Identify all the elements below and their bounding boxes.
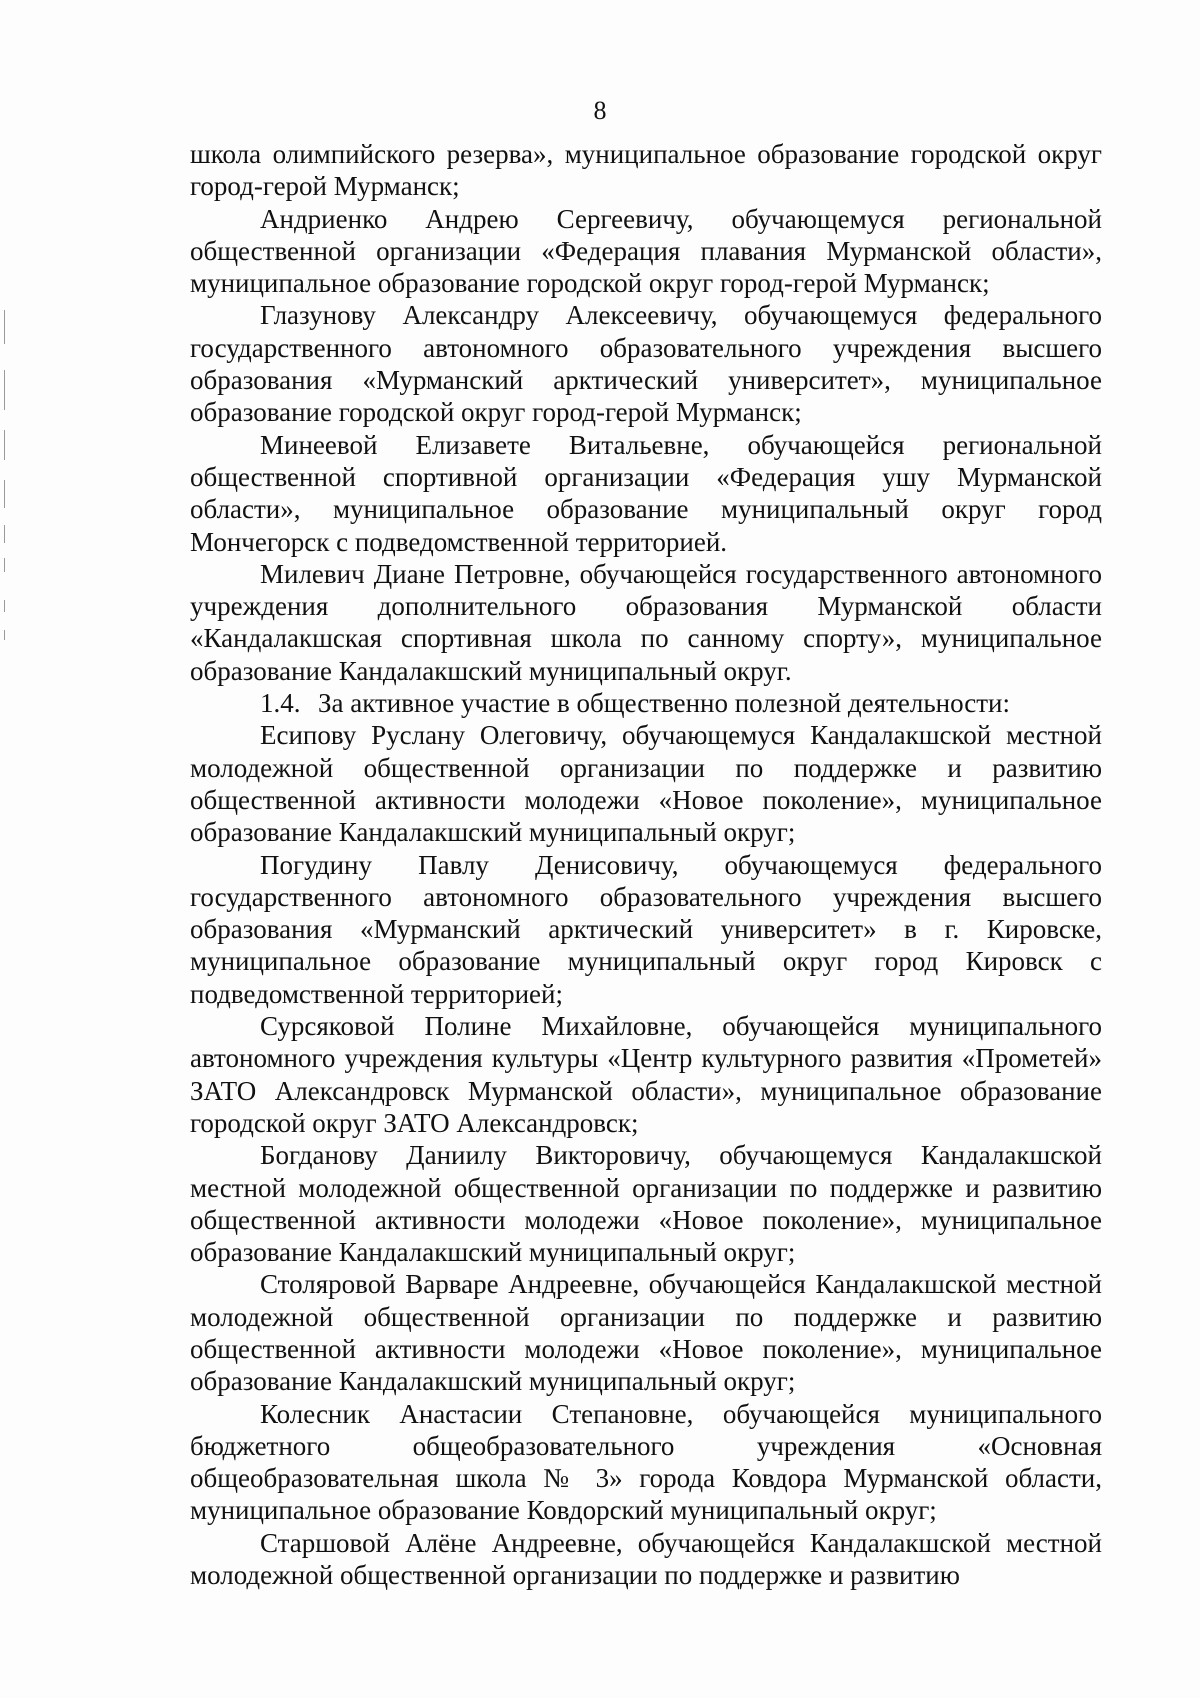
paragraph-mineeva: Минеевой Елизавете Витальевне, обучающейся региональной общественной спортивной организации «Федерация ушу Мурманской области», муниципальное образование муниципальный округ город Мончегорск с подведомственной территорией. xyxy=(190,429,1102,557)
document-text xyxy=(190,138,1102,1591)
paragraph-pogudin: Погудину Павлу Денисовичу, обучающемуся федерального государственного автономного образовательного учреждения высшего образования «Мурманский арктический университет» в г. Кировске, муниципальное образование муниципальный округ город Кировск с подведомственной территорией; xyxy=(190,849,1102,1009)
section-title: За активное участие в общественно полезной деятельности: xyxy=(318,688,1010,719)
paragraph-stolyarova: Столяровой Варваре Андреевне, обучающейся Кандалакшской местной молодежной общественной организации по поддержке и развитию общественной активности молодежи «Новое поколение», муниципальное образование Кандалакшский муниципальный округ; xyxy=(190,1269,1102,1397)
paragraph-continuation: школа олимпийского резерва», муниципальное образование городской округ город-герой Мурманск; xyxy=(190,139,1102,202)
page-number: 8 xyxy=(593,96,607,125)
paragraph-andrienko: Андриенко Андрею Сергеевичу, обучающемуся региональной общественной организации «Федерация плавания Мурманской области», муниципальное образование городской округ город-герой Мурманск; xyxy=(190,203,1102,299)
paragraph-sursyakova: Сурсяковой Полине Михайловне, обучающейся муниципального автономного учреждения культуры «Центр культурного развития «Прометей» ЗАТО Александровск Мурманской области», муниципальное образование городской округ ЗАТО Александровск; xyxy=(190,1011,1102,1138)
scan-margin-marks xyxy=(4,310,7,670)
section-number: 1.4. xyxy=(260,688,301,719)
paragraph-esipov: Есипову Руслану Олеговичу, обучающемуся Кандалакшской местной молодежной общественной организации по поддержке и развитию общественной активности молодежи «Новое поколение», муниципальное образование Кандалакшский муниципальный округ; xyxy=(190,720,1102,848)
paragraph-bogdanov: Богданову Даниилу Викторовичу, обучающемуся Кандалакшской местной молодежной общественной организации по поддержке и развитию общественной активности молодежи «Новое поколение», муниципальное образование Кандалакшский муниципальный округ; xyxy=(190,1140,1102,1268)
paragraph-milevich: Милевич Диане Петровне, обучающейся государственного автономного учреждения дополнительного образования Мурманской области «Кандалакшская спортивная школа по санному спорту», муниципальное образование Кандалакшский муниципальный округ. xyxy=(190,558,1102,686)
paragraph-kolesnik: Колесник Анастасии Степановне, обучающейся муниципального бюджетного общеобразовательного учреждения «Основная общеобразовательная школа № 3» города Ковдора Мурманской области, муниципальное образование Ковдорский муниципальный округ; xyxy=(190,1398,1102,1526)
paragraph-glazunov: Глазунову Александру Алексеевичу, обучающемуся федерального государственного автономного образовательного учреждения высшего образования «Мурманский арктический университет», муниципальное образование городской округ город-герой Мурманск; xyxy=(190,300,1102,428)
section-heading xyxy=(190,687,1102,719)
paragraph-starshova: Старшовой Алёне Андреевне, обучающейся Кандалакшской местной молодежной общественной организации по поддержке и развитию xyxy=(190,1527,1102,1591)
